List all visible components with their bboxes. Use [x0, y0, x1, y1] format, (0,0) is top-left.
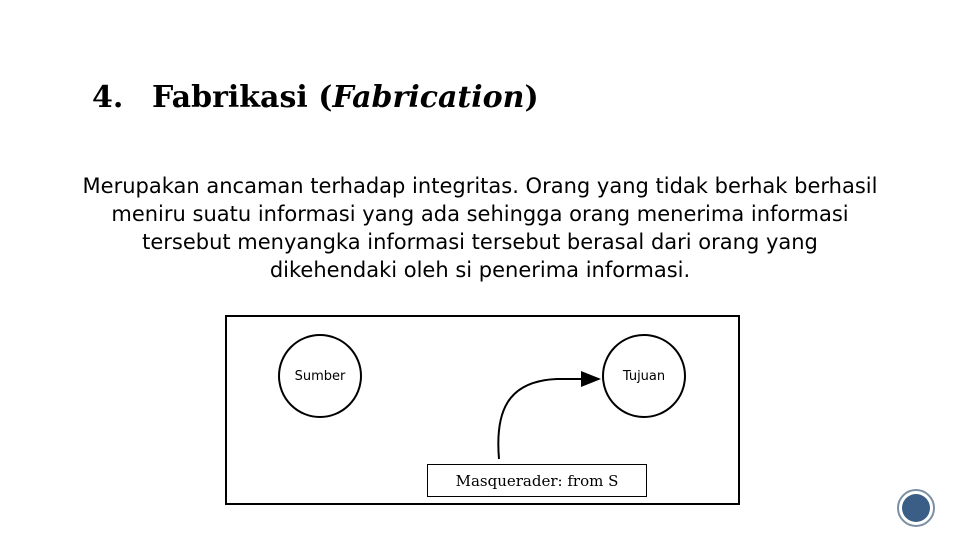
description-paragraph: Merupakan ancaman terhadap integritas. Orang yang tidak berhak berhasil meniru suatu informasi yang ada sehingga orang menerima informasi tersebut menyangka informasi tersebut berasal dari orang yang dikehendaki oleh si penerima informasi.	[82, 174, 878, 282]
masquerader-label: Masquerader: from S	[455, 471, 619, 490]
masquerader-box	[427, 464, 647, 497]
nav-circle-icon	[902, 494, 930, 522]
slide-nav-button[interactable]	[897, 489, 935, 527]
title-number: 4.	[92, 80, 124, 115]
title-english-term: Fabrication	[332, 80, 525, 115]
fabrication-diagram	[225, 315, 740, 505]
destination-node	[602, 334, 686, 418]
slide-title	[92, 80, 539, 115]
fabrication-arrow	[498, 379, 599, 459]
source-node	[278, 334, 362, 418]
destination-label: Tujuan	[622, 368, 666, 384]
title-text: Fabrikasi (	[152, 80, 333, 115]
source-label: Sumber	[294, 368, 346, 384]
title-close-paren: )	[524, 80, 539, 115]
